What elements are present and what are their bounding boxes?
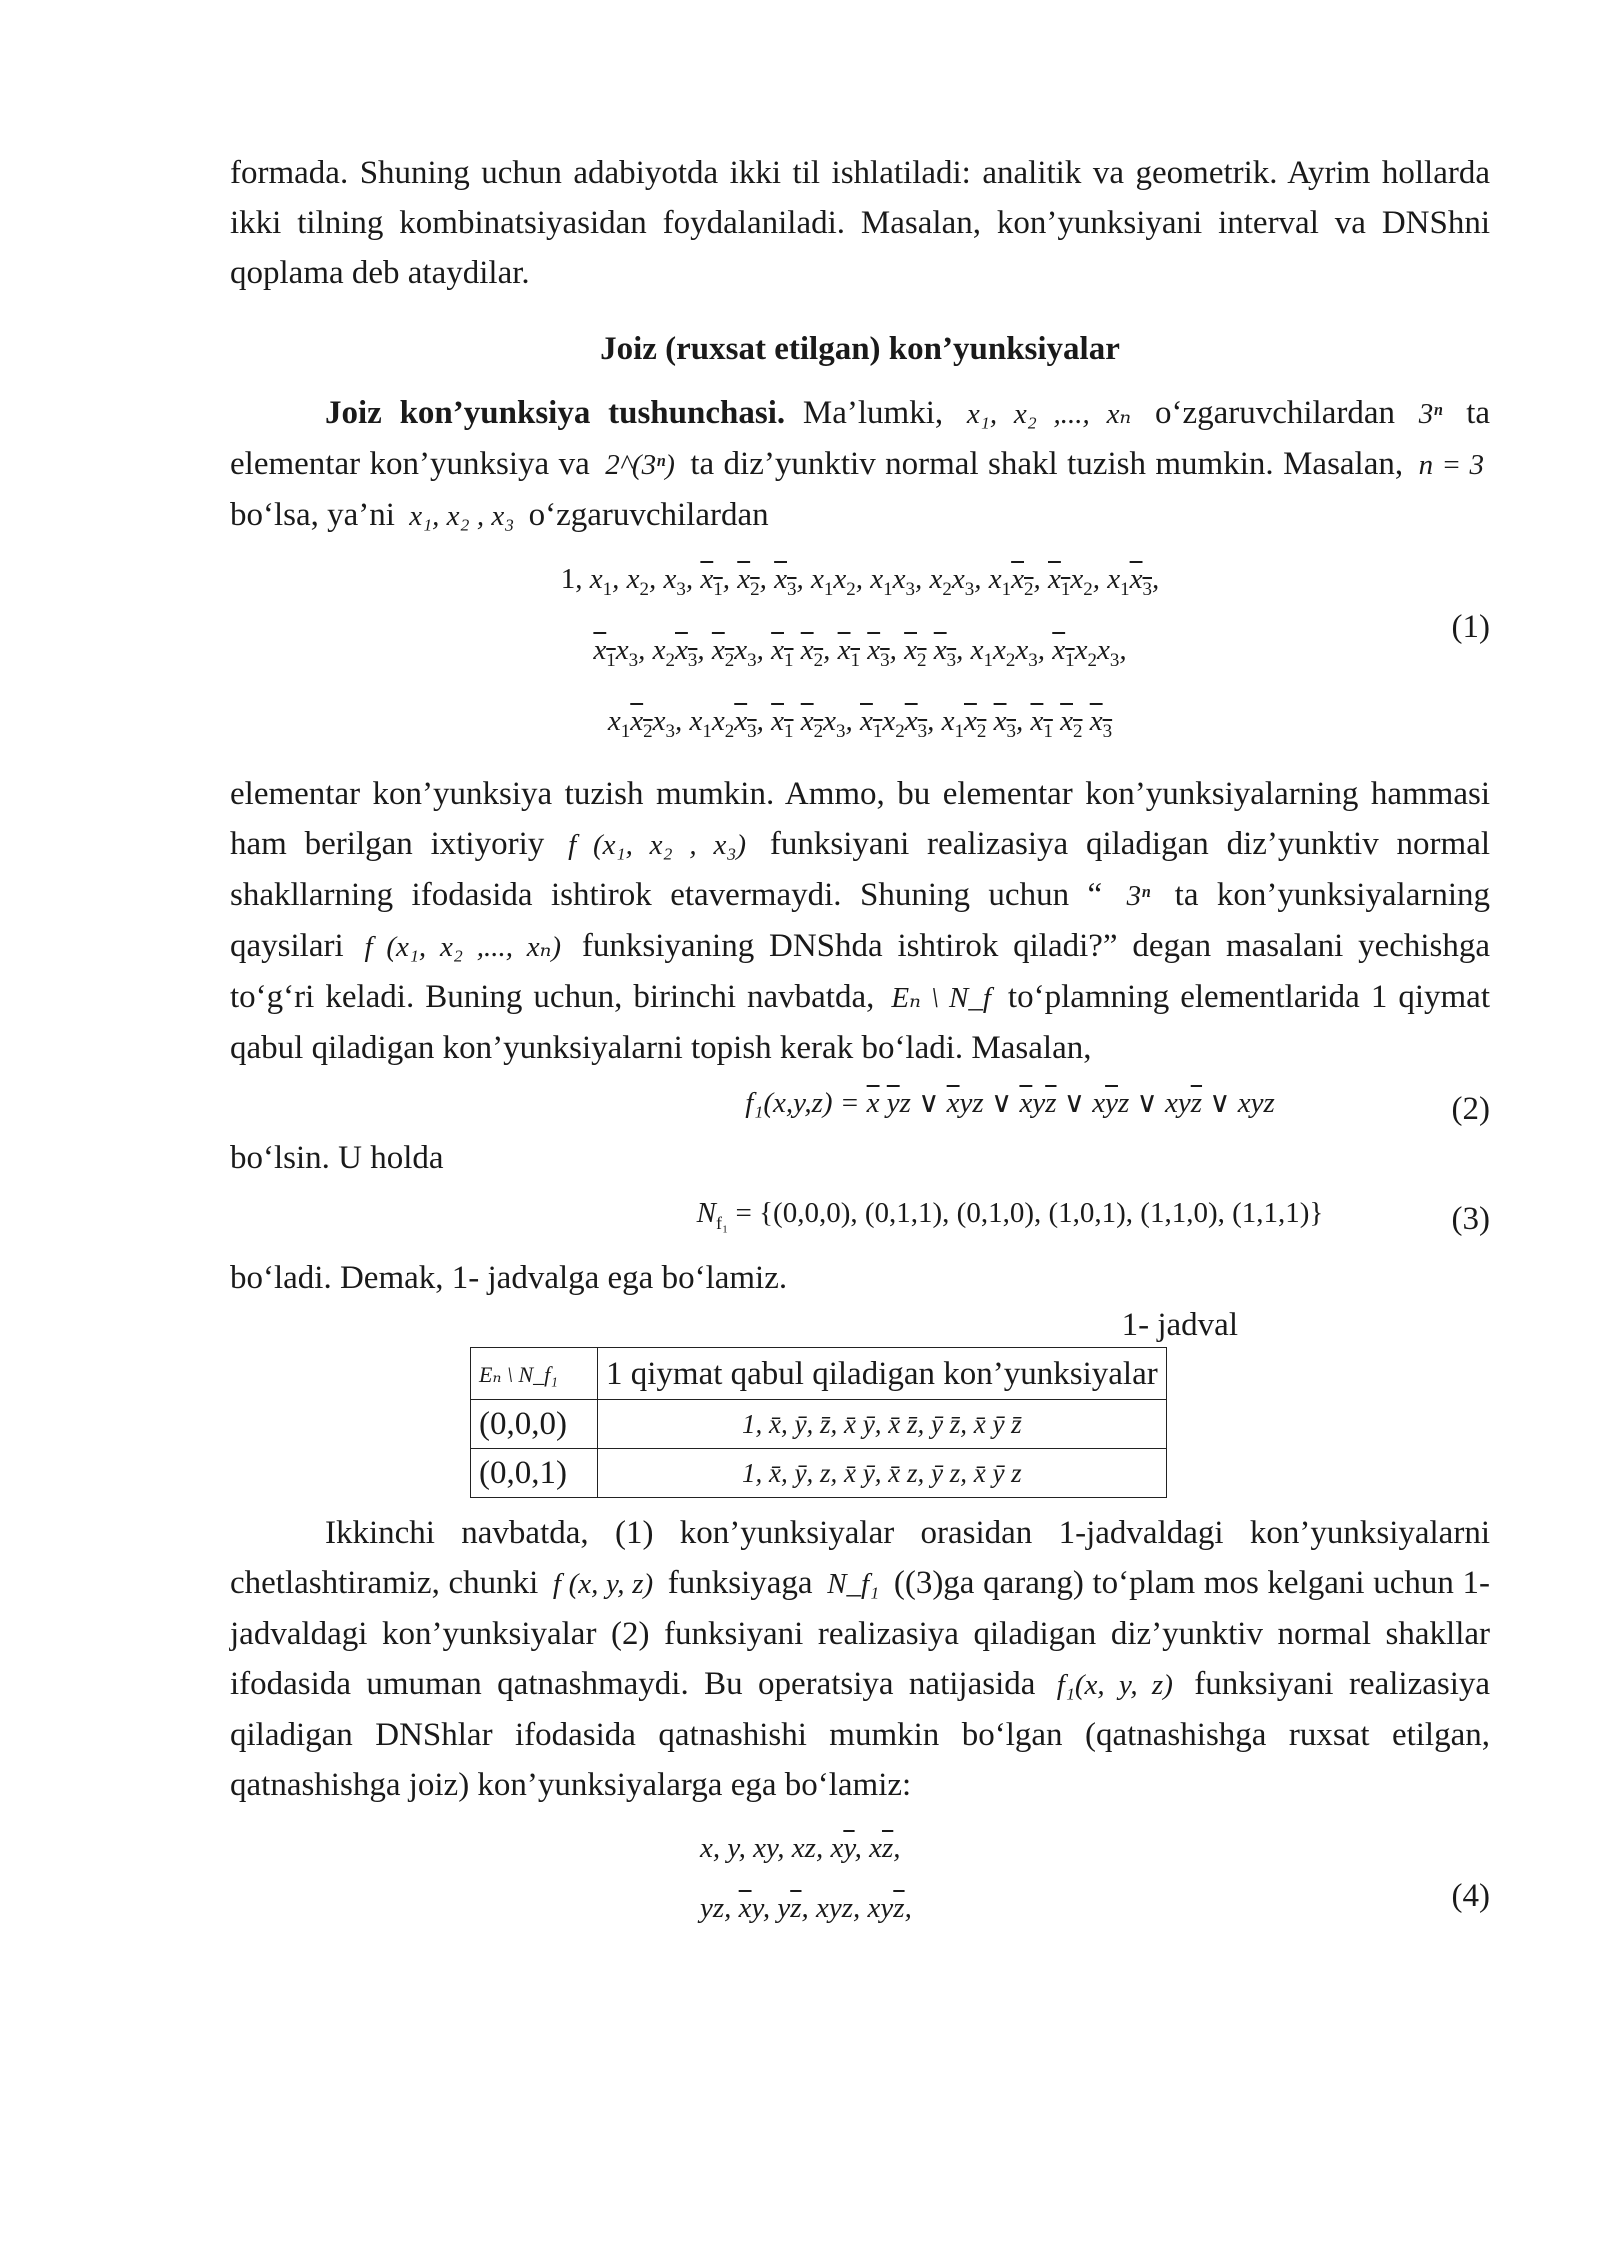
table-header-cell [471,1348,598,1400]
paragraph-definition [230,388,1490,541]
math-vars-xn: x₁, x₂ ,..., xₙ [966,398,1132,430]
table-header-row [471,1348,1167,1400]
paragraph-explanation [230,769,1490,1073]
equation-number: (3) [1451,1201,1490,1238]
table-row [471,1400,1167,1449]
table-header-label: Eₙ \ N_f₁ [479,1362,558,1388]
text-span: ta elementar kon’yunksiya va [230,395,1491,482]
math-two-three-n: 2^(3ⁿ) [605,449,675,481]
equation-number: (1) [1451,609,1490,645]
table-caption: 1- jadval [1121,1307,1238,1344]
text-span: funksiyani realizasiya qiladigan diz’yunktiv normal shakllarning ifodasida ishtirok etavermaydi. Shuning uchun “ [230,826,1491,914]
equation-2: $f_1(x,y,z) = \overline{x}$ $\overline{y}z$ ∨ $\overline{x}yz$ ∨ $\overline{x}y\overline{z}$ ∨ $x\overline{y}z$ ∨ $xy\overline{z}$ ∨ xyz (2) [230,1073,1490,1133]
math-f-xyz: f (x, y, z) [552,1568,654,1601]
section-heading: Joiz (ruxsat etilgan) kon’yunksiyalar [600,331,1120,367]
text-span: o‘zgaruvchilardan [1154,395,1396,431]
text-span: ta kon’yunksiyalarning qaysilari [230,877,1491,965]
document-page [230,148,1490,1946]
paragraph-lead: Joiz kon’yunksiya tushunchasi. [325,395,786,431]
table-cell-conjunctions: 1, x̄, ȳ, z̄, x̄ ȳ, x̄ z̄, ȳ z̄, x̄ ȳ z̄ [598,1400,1167,1449]
math-vars-x3: x₁, x₂ , x₃ [409,500,515,532]
math-en-nf: Eₙ \ N_f [891,982,991,1015]
text-span: funksiyani realizasiya qiladigan DNShlar ifodasida qatnashishi mumkin bo‘lgan (qatnashishga ruxsat etilgan, qatnashishga joiz) kon’yunksiyalarga ega bo‘lamiz: [230,1666,1491,1804]
text-span: ((3)ga qarang) to‘plam mos kelgani uchun 1-jadvaldagi kon’yunksiyalar (2) funksiyani realizasiya qiladigan diz’yunktiv normal shakllar ifodasida umuman qatnashmaydi. Bu operatsiya natijasida [230,1565,1490,1703]
math-three-n: 3ⁿ [1418,398,1443,430]
table-cell-conjunctions: 1, x̄, ȳ, z, x̄ ȳ, x̄ z, ȳ z, x̄ ȳ z [598,1449,1167,1498]
equation-3-rhs: = {(0,0,0), (0,1,1), (0,1,0), (1,0,1), (1,1,0), (1,1,1)} [728,1197,1324,1230]
math-f-x1x2x3: f (x₁, x₂ , x₃) [568,829,747,862]
text-span: Ikkinchi navbatda, (1) kon’yunksiyalar orasidan 1-jadvaldagi kon’yunksiyalarni chetlashtiramiz, chunki [230,1515,1490,1602]
text-span: o‘zgaruvchilardan [528,497,769,533]
text-span: elementar kon’yunksiya tuzish mumkin. Ammo, bu elementar kon’yunksiyalarning hammasi ham berilgan ixtiyoriy [230,776,1490,863]
table-cell-point: (0,0,1) [471,1449,598,1498]
table-row [471,1449,1167,1498]
text-span: funksiyaga [667,1565,813,1602]
equation-1 [230,549,1490,761]
math-n-f1: N_f₁ [827,1568,880,1601]
table-cell-point: (0,0,0) [471,1400,598,1449]
text-span: ta diz’yunktiv normal shakl tuzish mumkin. Masalan, [690,446,1404,482]
paragraph-table-intro: bo‘ladi. Demak, 1- jadvalga ega bo‘lamiz. [230,1260,788,1297]
equation-4 [230,1818,1490,1938]
equation-1-line-2: $x_1x_3$, $x_2x_3$, $x_2x_3$, $x_1$ $x_2$, $x_1$ $x_3$, $x_2$ $x_3$, $x_1x_2x_3$, $x_1x_2x_3$, [593,633,1127,671]
equation-4-line-2: yz, $\overline{x}y$, $y\overline{z}$, xyz, $xy\overline{z}$, [700,1892,912,1925]
math-three-n: 3ⁿ [1126,880,1151,913]
paragraph-intro: formada. Shuning uchun adabiyotda ikki til ishlatiladi: analitik va geometrik. Ayrim hollarda ikki tilning kombinatsiyasidan foydalaniladi. Masalan, kon’yunksiyani interval va DNShni qoplama deb ataydilar. [230,155,1490,291]
equation-number: (2) [1451,1091,1490,1128]
equation-4-line-1: x, y, xy, xz, $x\overline{y}$, $x\overline{z}$, [700,1832,901,1865]
equation-1-line-3: $x_1x_2x_3$, $x_1x_2x_3$, $x_1$ $x_2x_3$, $x_1x_2x_3$, $x_1x_2$ $x_3$, $x_1$ $x_2$ $x_3$ [607,704,1113,742]
equation-number: (4) [1451,1878,1490,1915]
text-span: bo‘lsa, ya’ni [230,497,395,533]
math-n-eq-3: n = 3 [1418,449,1484,481]
paragraph-second-step [230,1508,1490,1810]
table-header-cell: 1 qiymat qabul qiladigan kon’yunksiyalar [598,1348,1167,1400]
conjunction-table [470,1347,1167,1498]
text-span: funksiyaning DNShda ishtirok qiladi?” degan masalani yechishga to‘g‘ri keladi. Buning uchun, birinchi navbatda, [230,928,1491,1016]
paragraph-then: bo‘lsin. U holda [230,1140,444,1177]
equation-2-lhs: f₁(x,y,z) = [745,1087,867,1120]
equation-3: $N_{f_1} = \{(0,0,0)$, (0,1,1), (0,1,0), (1,0,1), (1,1,0), (1,1,1)} (3) [230,1183,1490,1253]
text-span: Ma’lumki, [802,395,944,431]
math-f-xn: f (x₁, x₂ ,..., xₙ) [364,931,562,964]
math-f1-xyz: f₁(x, y, z) [1056,1669,1173,1702]
text-span: to‘plamning elementlarida 1 qiymat qabul qiladigan kon’yunksiyalarni topish kerak bo‘ladi. Masalan, [230,979,1491,1067]
equation-1-line-1: 1, $x_1$, $x_2$, $x_3$, $x_1$, $x_2$, $x_3$, $x_1x_2$, $x_1x_3$, $x_2x_3$, $x_1x_2$, $x_1x_2$, $x_1x_3$, [560,563,1160,600]
equation-3-lhs: N [696,1197,716,1230]
